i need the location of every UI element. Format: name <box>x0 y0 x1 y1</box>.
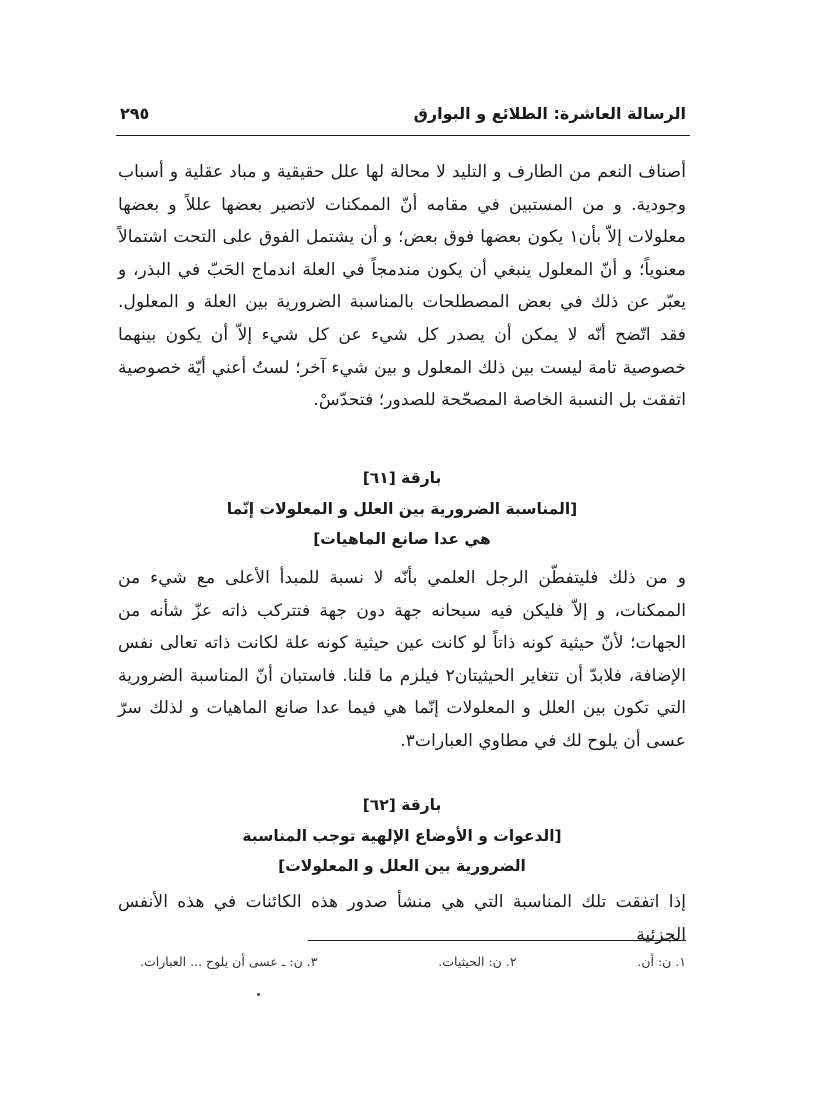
body-paragraph-3: إذا اتفقت تلك المناسبة التي هي منشأ صدور هذه الكائنات في هذه الأنفس الجزئية <box>118 892 686 945</box>
footnote-rule <box>308 940 686 941</box>
footnote-2: ٢. ن: الحيثيات. <box>438 954 517 969</box>
section-label-61: بارقة [٦١] <box>362 469 442 487</box>
body-paragraph-1: أصناف النعم من الطارف و التليد لا محالة لها علل حقيقية و مباد عقلية و أسباب وجودية. و من المستبين في مقامه أنّ الممكنات لاتصير بعضها عللاً و بعضها معلولات إلاّ بأن١ يكون بعضها فوق بعض؛ و أن يشتمل الفوق على التحت اشتمالاً معنوياً؛ و أنّ المعلول ينبغي أن يكون مندمجاً في العلة اندماج الحَبّ في البذر، و يعبّر عن ذلك في بعض المصطلحات بالمناسبة الضرورية بين العلة و المعلول. فقد اتّضح أنّه لا يمكن أن يصدر كل شيء عن كل شيء إلاّ أن يكون بينهما خصوصية تامة ليست بين ذلك المعلول و بين شيء آخر؛ لستُ أعني أيّة خصوصية اتفقت بل النسبة الخاصة المصحّحة للصدور؛ فتحدّسْ. <box>118 162 686 411</box>
section-heading-62 <box>118 790 686 882</box>
section-title-62-line2: الضرورية بين العلل و المعلولات] <box>278 857 526 875</box>
ink-speck <box>257 993 260 996</box>
page-number: ٢٩٥ <box>120 104 150 123</box>
section-title-62-line1: [الدعوات و الأوضاع الإلهية توجب المناسبة <box>242 826 562 845</box>
footnotes <box>140 954 686 978</box>
header-rule <box>116 135 690 136</box>
footnote-3: ٣. ن: ـ عسى أن يلوح ... العبارات. <box>140 954 318 969</box>
footnote-1: ١. ن: أن. <box>637 954 686 969</box>
running-title: الرسالة العاشرة: الطلائع و البوارق <box>413 104 686 123</box>
body-paragraph-2: و من ذلك فليتفطّن الرجل العلمي بأنّه لا نسبة للمبدأ الأعلى مع شيء من الممكنات، و إلاّ فليكن فيه سبحانه جهة دون جهة فتتركب ذاته عزّ شأنه من الجهات؛ لأنّ حيثية كونه ذاتاً لو كانت عين حيثية كونه علة لكانت ذاته تعالى نفس الإضافة، فلابدّ أن تتغاير الحيثيتان٢ فيلزم ما قلنا. فاستبان أنّ المناسبة الضرورية التي تكون بين العلل و المعلولات إنّما هي فيما عدا صانع الماهيات و لذلك سرّ عسى أن يلوح لك في مطاوي العبارات٣. <box>118 568 686 751</box>
section-title-61-line1: [المناسبة الضرورية بين العلل و المعلولات إنّما <box>226 499 578 518</box>
section-title-61-line2: هي عدا صانع الماهيات] <box>313 530 491 548</box>
section-heading-61 <box>118 463 686 555</box>
section-label-62: بارقة [٦٢] <box>362 796 442 814</box>
running-head <box>120 104 686 132</box>
